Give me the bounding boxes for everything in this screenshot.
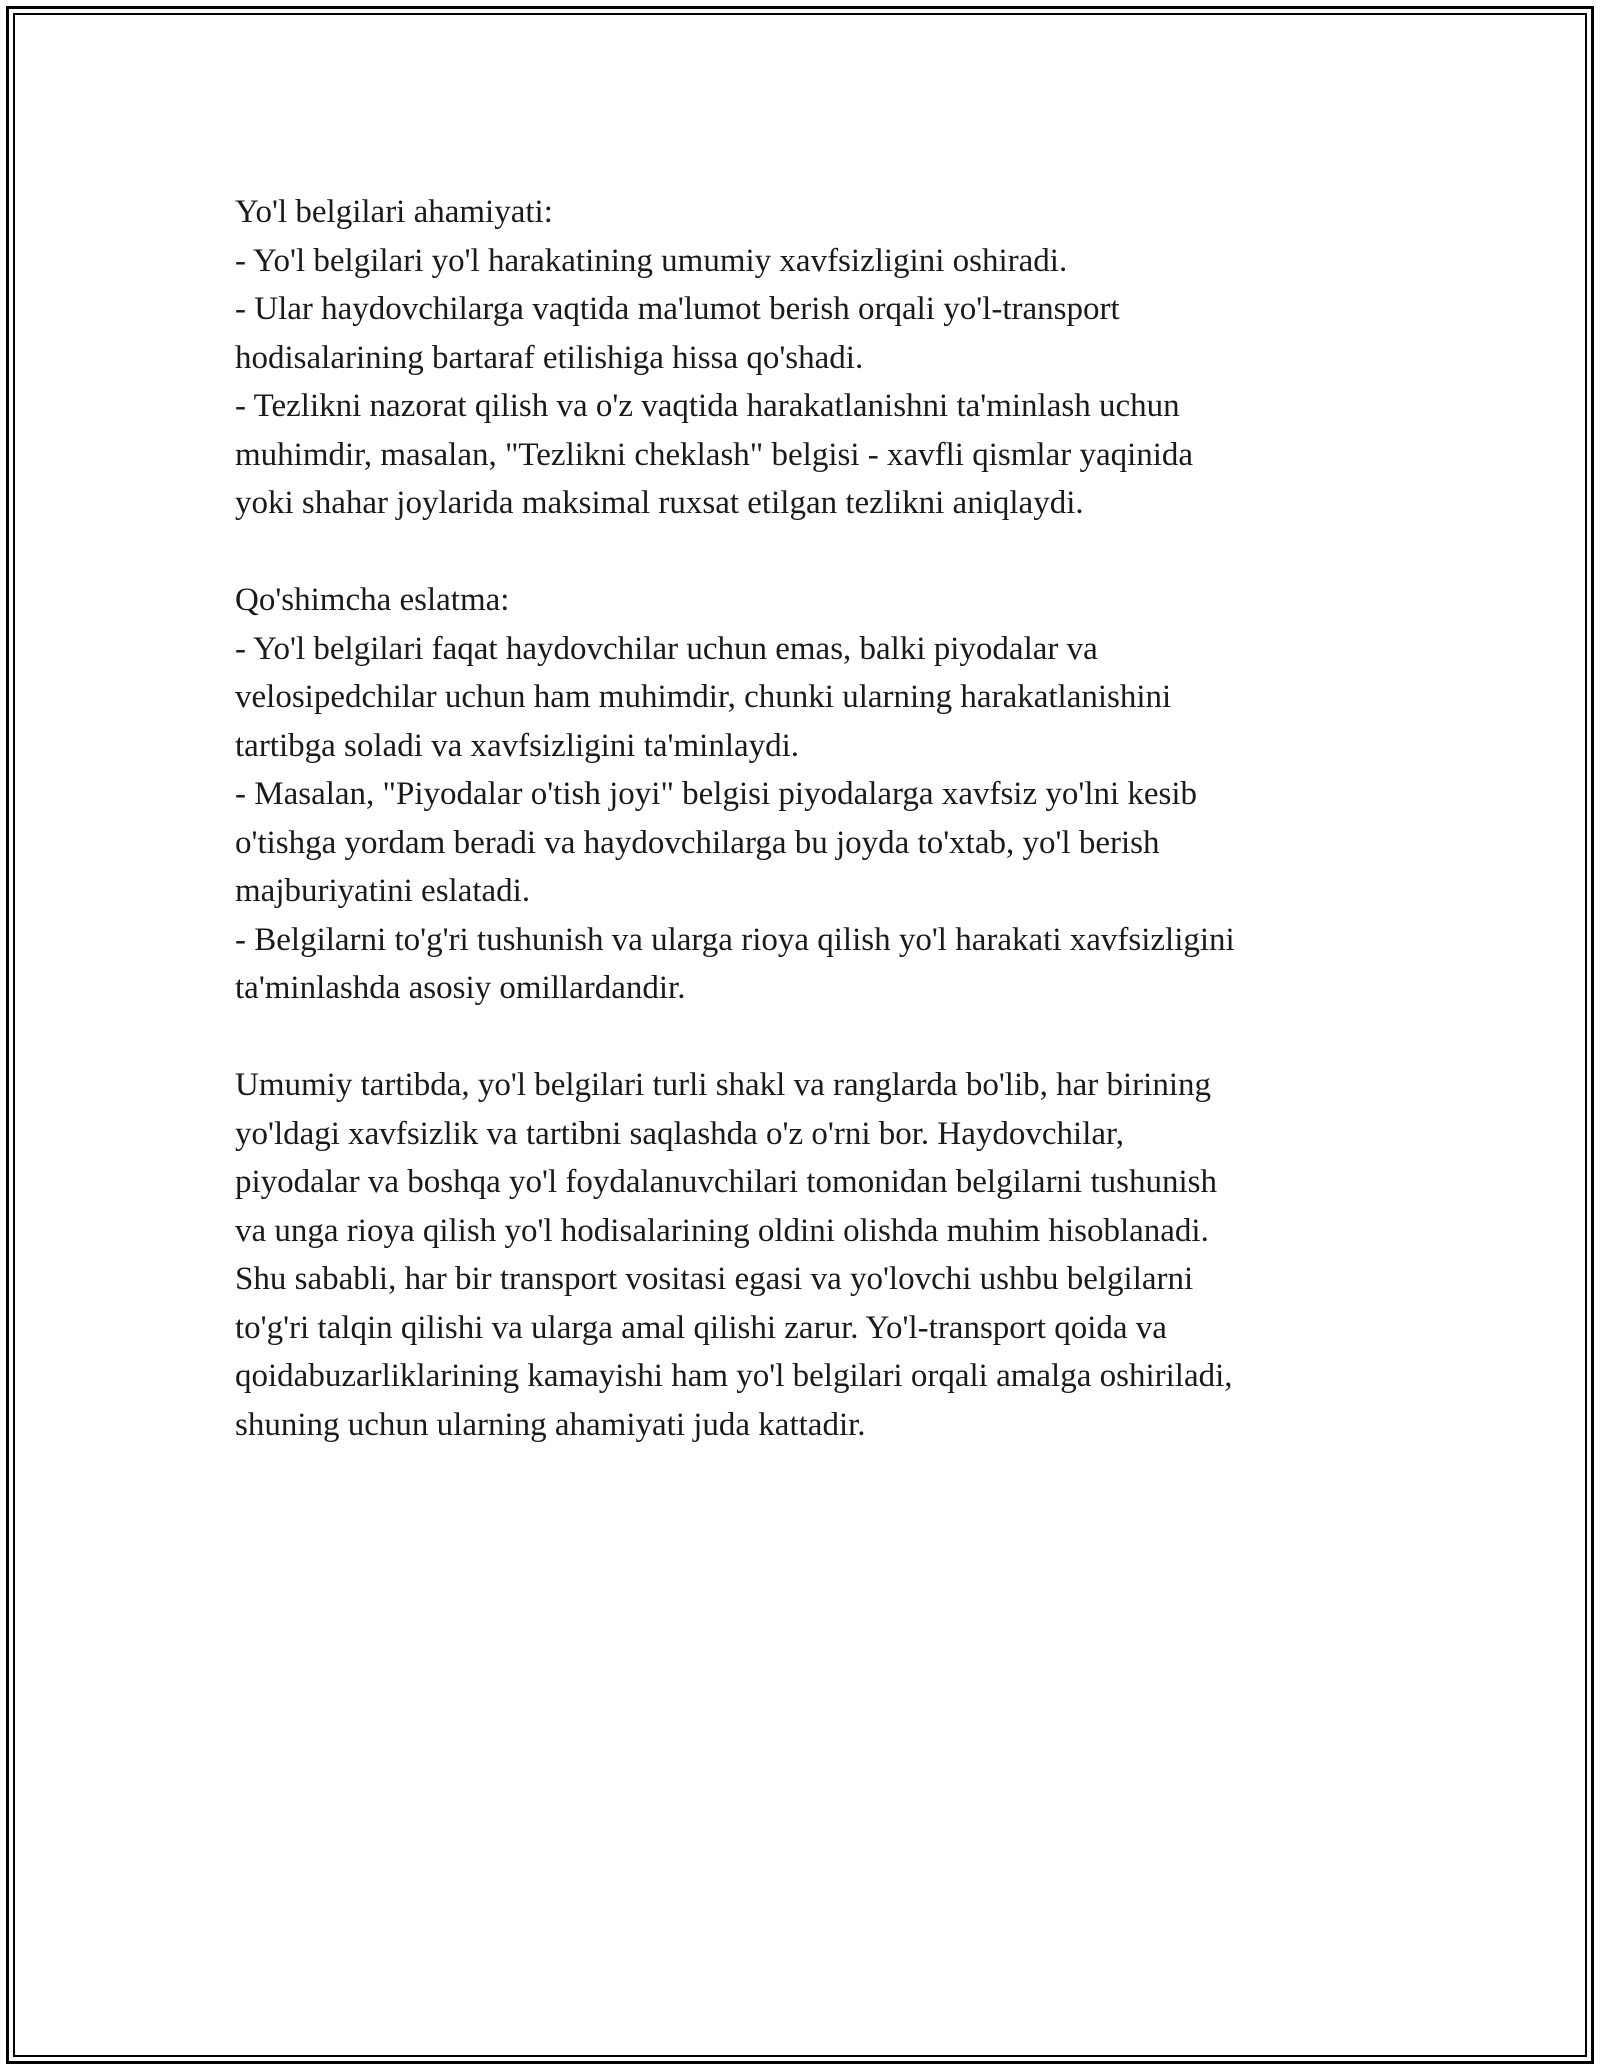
text-line: va unga rioya qilish yo'l hodisalarining oldini olishda muhim hisoblanadi. xyxy=(235,1212,1209,1249)
document-body xyxy=(235,188,1365,1498)
text-line: hodisalarining bartaraf etilishiga hissa qo'shadi. xyxy=(235,339,864,376)
text-line: piyodalar va boshqa yo'l foydalanuvchilari tomonidan belgilarni tushunish xyxy=(235,1164,1217,1200)
text-line: muhimdir, masalan, "Tezlikni cheklash" belgisi - xavfli qismlar yaqinida xyxy=(235,436,1194,473)
text-line: ta'minlashda asosiy omillardandir. xyxy=(235,970,686,1006)
section-conclusion xyxy=(235,1061,1365,1449)
text-line: tartibga soladi va xavfsizligini ta'minlaydi. xyxy=(235,727,800,764)
text-line: majburiyatini eslatadi. xyxy=(235,873,531,909)
text-line: shuning uchun ularning ahamiyati juda kattadir. xyxy=(235,1406,866,1443)
section-heading: Yo'l belgilari ahamiyati: xyxy=(235,194,553,230)
text-line: - Ular haydovchilarga vaqtida ma'lumot berish orqali yo'l-transport xyxy=(235,291,1120,327)
text-line: Umumiy tartibda, yo'l belgilari turli shakl va ranglarda bo'lib, har birining xyxy=(235,1067,1211,1103)
text-line: - Masalan, "Piyodalar o'tish joyi" belgisi piyodalarga xavfsiz yo'lni kesib xyxy=(235,776,1198,812)
text-line: o'tishga yordam beradi va haydovchilarga bu joyda to'xtab, yo'l berish xyxy=(235,824,1160,861)
section-importance xyxy=(235,188,1365,528)
text-line: velosipedchilar uchun ham muhimdir, chunki ularning harakatlanishini xyxy=(235,679,1172,715)
text-line: - Tezlikni nazorat qilish va o'z vaqtida harakatlanishni ta'minlash uchun xyxy=(235,388,1180,424)
text-line: - Belgilarni to'g'ri tushunish va ularga rioya qilish yo'l harakati xavfsizligini xyxy=(235,921,1235,958)
text-line: qoidabuzarliklarining kamayishi ham yo'l belgilari orqali amalga oshiriladi, xyxy=(235,1358,1233,1394)
text-line: yoki shahar joylarida maksimal ruxsat etilgan tezlikni aniqlaydi. xyxy=(235,485,1084,521)
text-line: - Yo'l belgilari yo'l harakatining umumiy xavfsizligini oshiradi. xyxy=(235,242,1068,279)
section-heading: Qo'shimcha eslatma: xyxy=(235,582,510,618)
section-additional-note xyxy=(235,576,1365,1013)
text-line: to'g'ri talqin qilishi va ularga amal qilishi zarur. Yo'l-transport qoida va xyxy=(235,1309,1167,1346)
text-line: Shu sababli, har bir transport vositasi egasi va yo'lovchi ushbu belgilarni xyxy=(235,1261,1194,1297)
text-line: yo'ldagi xavfsizlik va tartibni saqlashda o'z o'rni bor. Haydovchilar, xyxy=(235,1115,1124,1152)
text-line: - Yo'l belgilari faqat haydovchilar uchun emas, balki piyodalar va xyxy=(235,630,1098,667)
